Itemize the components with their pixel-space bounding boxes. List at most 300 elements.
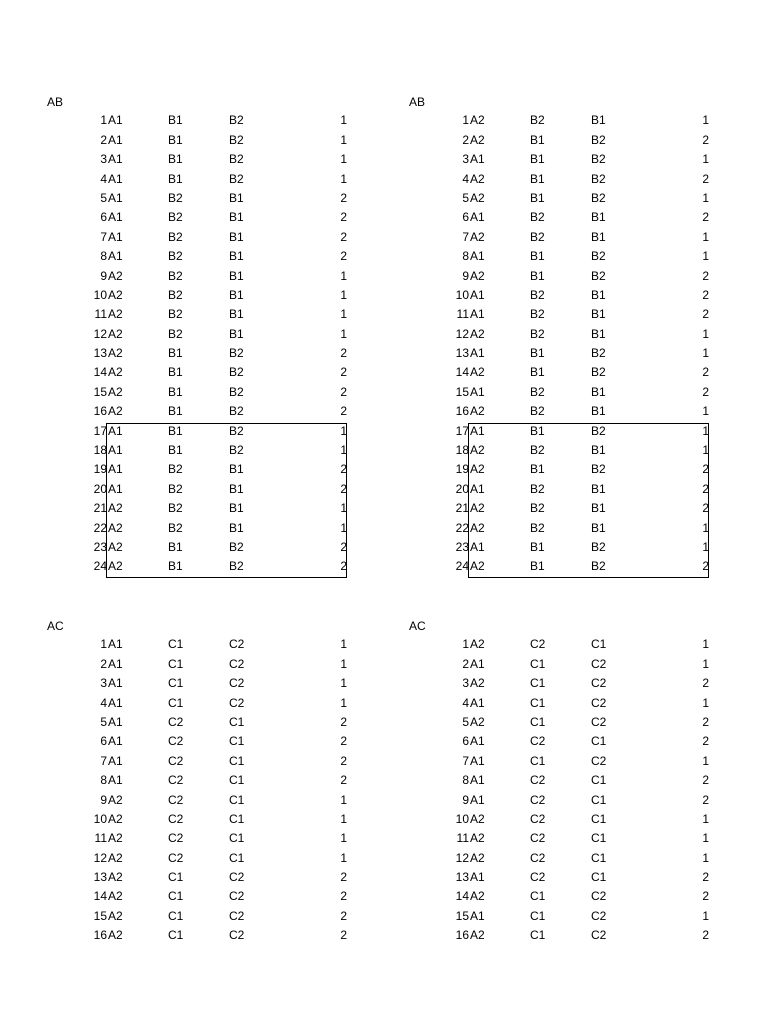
second-level-cell: C1 bbox=[229, 753, 245, 768]
first-level-cell: C1 bbox=[168, 695, 184, 710]
row-number: 15 bbox=[455, 384, 469, 399]
table-row bbox=[409, 441, 749, 460]
first-level-cell: B2 bbox=[530, 210, 545, 225]
order-value-cell: 1 bbox=[340, 443, 347, 458]
first-level-cell: C2 bbox=[530, 637, 546, 652]
factor-a-cell: A2 bbox=[470, 132, 485, 147]
order-value-cell: 1 bbox=[702, 443, 709, 458]
order-value-cell: 2 bbox=[340, 210, 347, 225]
factor-a-cell: A1 bbox=[108, 423, 123, 438]
second-level-cell: B1 bbox=[591, 443, 606, 458]
first-level-cell: B1 bbox=[530, 132, 545, 147]
second-level-cell: C1 bbox=[591, 870, 607, 885]
row-number: 12 bbox=[93, 326, 107, 341]
table-row bbox=[409, 131, 749, 150]
order-value-cell: 2 bbox=[702, 889, 709, 904]
second-level-cell: B1 bbox=[229, 287, 244, 302]
first-level-cell: B1 bbox=[168, 404, 183, 419]
first-level-cell: B2 bbox=[530, 520, 545, 535]
first-level-cell: C1 bbox=[530, 753, 546, 768]
second-level-cell: B1 bbox=[229, 481, 244, 496]
factor-a-cell: A2 bbox=[108, 792, 123, 807]
second-level-cell: C2 bbox=[591, 908, 607, 923]
factor-a-cell: A1 bbox=[108, 171, 123, 186]
table-row bbox=[47, 422, 387, 441]
row-number: 9 bbox=[462, 792, 469, 807]
row-number: 7 bbox=[462, 229, 469, 244]
row-number: 14 bbox=[93, 889, 107, 904]
second-level-cell: C1 bbox=[591, 831, 607, 846]
order-value-cell: 1 bbox=[702, 831, 709, 846]
table-row bbox=[409, 887, 749, 906]
second-level-cell: B2 bbox=[229, 539, 244, 554]
first-level-cell: B1 bbox=[530, 365, 545, 380]
first-level-cell: C1 bbox=[168, 676, 184, 691]
row-number: 2 bbox=[100, 656, 107, 671]
first-level-cell: C2 bbox=[168, 811, 184, 826]
factor-a-cell: A2 bbox=[470, 365, 485, 380]
second-level-cell: C2 bbox=[229, 637, 245, 652]
table-row bbox=[409, 519, 749, 538]
first-level-cell: B2 bbox=[530, 307, 545, 322]
second-level-cell: B1 bbox=[229, 229, 244, 244]
factor-a-cell: A1 bbox=[108, 462, 123, 477]
table-row bbox=[47, 228, 387, 247]
second-level-cell: B2 bbox=[591, 190, 606, 205]
order-value-cell: 2 bbox=[702, 268, 709, 283]
order-value-cell: 2 bbox=[340, 714, 347, 729]
table-row bbox=[409, 344, 749, 363]
table-row bbox=[47, 907, 387, 926]
factor-a-cell: A2 bbox=[108, 404, 123, 419]
factor-a-cell: A1 bbox=[108, 210, 123, 225]
second-level-cell: B2 bbox=[229, 423, 244, 438]
row-number: 19 bbox=[455, 462, 469, 477]
first-level-cell: B2 bbox=[530, 501, 545, 516]
row-number: 10 bbox=[93, 811, 107, 826]
table-row bbox=[409, 305, 749, 324]
order-value-cell: 1 bbox=[702, 346, 709, 361]
second-level-cell: C1 bbox=[229, 792, 245, 807]
order-value-cell: 1 bbox=[340, 831, 347, 846]
first-level-cell: B2 bbox=[168, 210, 183, 225]
factor-a-cell: A2 bbox=[108, 520, 123, 535]
second-level-cell: C1 bbox=[591, 637, 607, 652]
row-number: 1 bbox=[100, 637, 107, 652]
table-row bbox=[409, 868, 749, 887]
factor-a-cell: A1 bbox=[470, 753, 485, 768]
table-row bbox=[47, 538, 387, 557]
second-level-cell: C2 bbox=[229, 889, 245, 904]
second-level-cell: B2 bbox=[591, 539, 606, 554]
first-level-cell: B2 bbox=[530, 326, 545, 341]
order-value-cell: 1 bbox=[702, 190, 709, 205]
row-number: 16 bbox=[93, 928, 107, 943]
second-level-cell: B2 bbox=[591, 365, 606, 380]
factor-a-cell: A2 bbox=[470, 676, 485, 691]
first-level-cell: C1 bbox=[530, 889, 546, 904]
factor-a-cell: A2 bbox=[470, 637, 485, 652]
factor-a-cell: A2 bbox=[470, 559, 485, 574]
order-value-cell: 2 bbox=[702, 307, 709, 322]
factor-a-cell: A1 bbox=[108, 190, 123, 205]
order-value-cell: 1 bbox=[340, 423, 347, 438]
order-value-cell: 2 bbox=[340, 928, 347, 943]
table-row bbox=[47, 499, 387, 518]
order-value-cell: 1 bbox=[340, 792, 347, 807]
row-number: 4 bbox=[462, 171, 469, 186]
order-value-cell: 1 bbox=[340, 676, 347, 691]
second-level-cell: C1 bbox=[229, 773, 245, 788]
second-level-cell: B2 bbox=[591, 559, 606, 574]
first-level-cell: C1 bbox=[530, 908, 546, 923]
second-level-cell: B1 bbox=[591, 229, 606, 244]
factor-a-cell: A2 bbox=[108, 559, 123, 574]
order-value-cell: 2 bbox=[340, 734, 347, 749]
table-row bbox=[409, 538, 749, 557]
table-row bbox=[47, 655, 387, 674]
order-value-cell: 1 bbox=[702, 152, 709, 167]
first-level-cell: C1 bbox=[530, 676, 546, 691]
table-row bbox=[47, 402, 387, 421]
first-level-cell: B2 bbox=[168, 501, 183, 516]
order-value-cell: 1 bbox=[702, 404, 709, 419]
row-number: 23 bbox=[455, 539, 469, 554]
first-level-cell: C1 bbox=[168, 870, 184, 885]
second-level-cell: B2 bbox=[229, 346, 244, 361]
row-number: 19 bbox=[93, 462, 107, 477]
order-value-cell: 2 bbox=[340, 559, 347, 574]
order-value-cell: 2 bbox=[340, 481, 347, 496]
first-level-cell: B1 bbox=[530, 190, 545, 205]
table-row bbox=[47, 189, 387, 208]
second-level-cell: B1 bbox=[229, 520, 244, 535]
first-level-cell: C2 bbox=[168, 753, 184, 768]
second-level-cell: C2 bbox=[229, 870, 245, 885]
second-level-cell: B1 bbox=[591, 307, 606, 322]
factor-a-cell: A2 bbox=[470, 462, 485, 477]
row-number: 2 bbox=[100, 132, 107, 147]
factor-a-cell: A2 bbox=[470, 229, 485, 244]
factor-a-cell: A1 bbox=[108, 113, 123, 128]
row-number: 1 bbox=[100, 113, 107, 128]
first-level-cell: B1 bbox=[168, 423, 183, 438]
row-number: 6 bbox=[100, 734, 107, 749]
table-row bbox=[47, 325, 387, 344]
row-number: 17 bbox=[455, 423, 469, 438]
factor-a-cell: A2 bbox=[108, 365, 123, 380]
first-level-cell: B2 bbox=[530, 384, 545, 399]
order-value-cell: 1 bbox=[702, 326, 709, 341]
second-level-cell: B2 bbox=[591, 462, 606, 477]
factor-a-cell: A2 bbox=[108, 850, 123, 865]
row-number: 20 bbox=[93, 481, 107, 496]
factor-a-cell: A1 bbox=[470, 870, 485, 885]
row-number: 14 bbox=[455, 365, 469, 380]
order-value-cell: 1 bbox=[702, 753, 709, 768]
second-level-cell: B1 bbox=[229, 462, 244, 477]
factor-a-cell: A2 bbox=[470, 811, 485, 826]
row-number: 11 bbox=[456, 831, 469, 846]
row-number: 12 bbox=[455, 326, 469, 341]
factor-a-cell: A1 bbox=[108, 656, 123, 671]
table-row bbox=[47, 635, 387, 654]
first-level-cell: B1 bbox=[168, 365, 183, 380]
second-level-cell: B1 bbox=[229, 249, 244, 264]
order-value-cell: 2 bbox=[340, 753, 347, 768]
table-row bbox=[47, 344, 387, 363]
first-level-cell: C1 bbox=[530, 695, 546, 710]
row-number: 5 bbox=[462, 714, 469, 729]
table-row bbox=[409, 771, 749, 790]
row-number: 13 bbox=[455, 346, 469, 361]
row-number: 13 bbox=[455, 870, 469, 885]
order-value-cell: 2 bbox=[702, 481, 709, 496]
second-level-cell: B2 bbox=[591, 346, 606, 361]
factor-a-cell: A2 bbox=[470, 520, 485, 535]
first-level-cell: C1 bbox=[530, 714, 546, 729]
second-level-cell: B1 bbox=[229, 307, 244, 322]
second-level-cell: C2 bbox=[591, 753, 607, 768]
factor-a-cell: A2 bbox=[108, 287, 123, 302]
table-row bbox=[47, 674, 387, 693]
row-number: 15 bbox=[93, 384, 107, 399]
table-row bbox=[47, 247, 387, 266]
order-value-cell: 1 bbox=[340, 695, 347, 710]
factor-a-cell: A1 bbox=[470, 908, 485, 923]
block-title: AB bbox=[47, 95, 64, 109]
table-row bbox=[47, 557, 387, 576]
row-number: 18 bbox=[93, 443, 107, 458]
row-number: 11 bbox=[94, 831, 107, 846]
first-level-cell: B2 bbox=[168, 287, 183, 302]
order-value-cell: 2 bbox=[702, 559, 709, 574]
table-row bbox=[47, 111, 387, 130]
factor-a-cell: A2 bbox=[470, 190, 485, 205]
factor-a-cell: A2 bbox=[108, 889, 123, 904]
factor-a-cell: A2 bbox=[108, 811, 123, 826]
first-level-cell: C1 bbox=[168, 656, 184, 671]
first-level-cell: B2 bbox=[168, 268, 183, 283]
data-rows bbox=[47, 111, 387, 576]
second-level-cell: B2 bbox=[229, 365, 244, 380]
row-number: 22 bbox=[455, 520, 469, 535]
factor-a-cell: A1 bbox=[470, 656, 485, 671]
first-level-cell: B1 bbox=[530, 346, 545, 361]
order-value-cell: 2 bbox=[702, 132, 709, 147]
second-level-cell: C1 bbox=[229, 714, 245, 729]
factor-a-cell: A1 bbox=[108, 132, 123, 147]
first-level-cell: B1 bbox=[530, 462, 545, 477]
row-number: 8 bbox=[462, 249, 469, 264]
row-number: 11 bbox=[94, 307, 107, 322]
table-row bbox=[409, 189, 749, 208]
first-level-cell: C1 bbox=[168, 637, 184, 652]
row-number: 8 bbox=[100, 249, 107, 264]
order-value-cell: 1 bbox=[702, 113, 709, 128]
second-level-cell: B1 bbox=[591, 404, 606, 419]
table-row bbox=[47, 752, 387, 771]
factor-a-cell: A1 bbox=[470, 481, 485, 496]
second-level-cell: B1 bbox=[591, 287, 606, 302]
table-row bbox=[47, 208, 387, 227]
factor-a-cell: A1 bbox=[108, 637, 123, 652]
second-level-cell: B1 bbox=[591, 501, 606, 516]
second-level-cell: C2 bbox=[229, 656, 245, 671]
table-row bbox=[409, 286, 749, 305]
order-value-cell: 2 bbox=[340, 539, 347, 554]
order-value-cell: 2 bbox=[702, 714, 709, 729]
table-row bbox=[409, 674, 749, 693]
second-level-cell: C2 bbox=[591, 676, 607, 691]
row-number: 1 bbox=[462, 637, 469, 652]
second-level-cell: B2 bbox=[591, 423, 606, 438]
second-level-cell: C2 bbox=[229, 676, 245, 691]
order-value-cell: 2 bbox=[702, 365, 709, 380]
second-level-cell: C1 bbox=[591, 792, 607, 807]
row-number: 24 bbox=[93, 559, 107, 574]
first-level-cell: B2 bbox=[530, 287, 545, 302]
row-number: 14 bbox=[455, 889, 469, 904]
row-number: 10 bbox=[455, 287, 469, 302]
table-row bbox=[409, 635, 749, 654]
first-level-cell: C1 bbox=[168, 889, 184, 904]
second-level-cell: C2 bbox=[229, 908, 245, 923]
second-level-cell: B2 bbox=[591, 132, 606, 147]
factor-a-cell: A2 bbox=[470, 889, 485, 904]
second-level-cell: B2 bbox=[229, 384, 244, 399]
table-row bbox=[409, 499, 749, 518]
order-value-cell: 1 bbox=[340, 637, 347, 652]
second-level-cell: B1 bbox=[591, 210, 606, 225]
factor-a-cell: A1 bbox=[470, 792, 485, 807]
factor-a-cell: A1 bbox=[108, 152, 123, 167]
first-level-cell: B2 bbox=[168, 249, 183, 264]
row-number: 12 bbox=[93, 850, 107, 865]
table-row bbox=[409, 247, 749, 266]
first-level-cell: C2 bbox=[530, 734, 546, 749]
first-level-cell: C1 bbox=[168, 908, 184, 923]
order-value-cell: 2 bbox=[702, 210, 709, 225]
table-row bbox=[409, 694, 749, 713]
factor-a-cell: A2 bbox=[470, 501, 485, 516]
second-level-cell: C2 bbox=[591, 889, 607, 904]
factor-a-cell: A1 bbox=[470, 773, 485, 788]
table-row bbox=[47, 363, 387, 382]
data-rows bbox=[409, 635, 749, 945]
second-level-cell: C2 bbox=[591, 714, 607, 729]
table-row bbox=[409, 111, 749, 130]
table-row bbox=[409, 480, 749, 499]
row-number: 4 bbox=[100, 695, 107, 710]
factor-a-cell: A1 bbox=[108, 229, 123, 244]
table-row bbox=[47, 771, 387, 790]
second-level-cell: B1 bbox=[229, 210, 244, 225]
order-value-cell: 1 bbox=[702, 229, 709, 244]
block-title: AC bbox=[409, 619, 426, 633]
second-level-cell: C1 bbox=[229, 831, 245, 846]
table-row bbox=[47, 383, 387, 402]
row-number: 13 bbox=[93, 346, 107, 361]
order-value-cell: 2 bbox=[702, 171, 709, 186]
table-row bbox=[47, 713, 387, 732]
table-row bbox=[409, 170, 749, 189]
first-level-cell: C2 bbox=[530, 831, 546, 846]
order-value-cell: 1 bbox=[702, 539, 709, 554]
second-level-cell: C1 bbox=[229, 811, 245, 826]
table-row bbox=[409, 422, 749, 441]
row-number: 1 bbox=[462, 113, 469, 128]
block-title: AB bbox=[409, 95, 426, 109]
factor-a-cell: A2 bbox=[470, 113, 485, 128]
row-number: 20 bbox=[455, 481, 469, 496]
factor-a-cell: A2 bbox=[470, 714, 485, 729]
row-number: 11 bbox=[456, 307, 469, 322]
factor-a-cell: A2 bbox=[108, 870, 123, 885]
first-level-cell: C1 bbox=[168, 928, 184, 943]
first-level-cell: B2 bbox=[168, 481, 183, 496]
first-level-cell: B2 bbox=[168, 462, 183, 477]
table-row bbox=[47, 829, 387, 848]
row-number: 7 bbox=[462, 753, 469, 768]
factor-a-cell: A2 bbox=[108, 384, 123, 399]
first-level-cell: B2 bbox=[168, 326, 183, 341]
table-row bbox=[409, 267, 749, 286]
row-number: 8 bbox=[100, 773, 107, 788]
first-level-cell: B2 bbox=[168, 229, 183, 244]
first-level-cell: C2 bbox=[168, 734, 184, 749]
row-number: 6 bbox=[100, 210, 107, 225]
first-level-cell: B1 bbox=[168, 132, 183, 147]
first-level-cell: B1 bbox=[530, 152, 545, 167]
first-level-cell: B2 bbox=[168, 190, 183, 205]
second-level-cell: C2 bbox=[229, 695, 245, 710]
order-value-cell: 2 bbox=[340, 889, 347, 904]
factor-a-cell: A2 bbox=[470, 326, 485, 341]
factor-a-cell: A1 bbox=[470, 152, 485, 167]
factor-a-cell: A2 bbox=[108, 346, 123, 361]
second-level-cell: B2 bbox=[591, 171, 606, 186]
first-level-cell: C2 bbox=[168, 773, 184, 788]
table-row bbox=[409, 655, 749, 674]
table-row bbox=[409, 383, 749, 402]
factor-a-cell: A1 bbox=[470, 423, 485, 438]
row-number: 9 bbox=[100, 792, 107, 807]
first-level-cell: B1 bbox=[168, 539, 183, 554]
order-value-cell: 1 bbox=[702, 423, 709, 438]
factor-a-cell: A1 bbox=[108, 676, 123, 691]
first-level-cell: B2 bbox=[530, 404, 545, 419]
row-number: 6 bbox=[462, 734, 469, 749]
row-number: 17 bbox=[93, 423, 107, 438]
factor-a-cell: A1 bbox=[470, 695, 485, 710]
factor-a-cell: A2 bbox=[108, 307, 123, 322]
table-row bbox=[409, 752, 749, 771]
table-row bbox=[409, 557, 749, 576]
factor-a-cell: A2 bbox=[108, 539, 123, 554]
second-level-cell: C2 bbox=[591, 695, 607, 710]
table-row bbox=[47, 286, 387, 305]
first-level-cell: C2 bbox=[168, 831, 184, 846]
second-level-cell: B1 bbox=[591, 113, 606, 128]
order-value-cell: 2 bbox=[702, 773, 709, 788]
order-value-cell: 1 bbox=[702, 656, 709, 671]
order-value-cell: 2 bbox=[340, 190, 347, 205]
first-level-cell: B1 bbox=[168, 346, 183, 361]
data-rows bbox=[409, 111, 749, 576]
table-row bbox=[409, 325, 749, 344]
row-number: 2 bbox=[462, 132, 469, 147]
